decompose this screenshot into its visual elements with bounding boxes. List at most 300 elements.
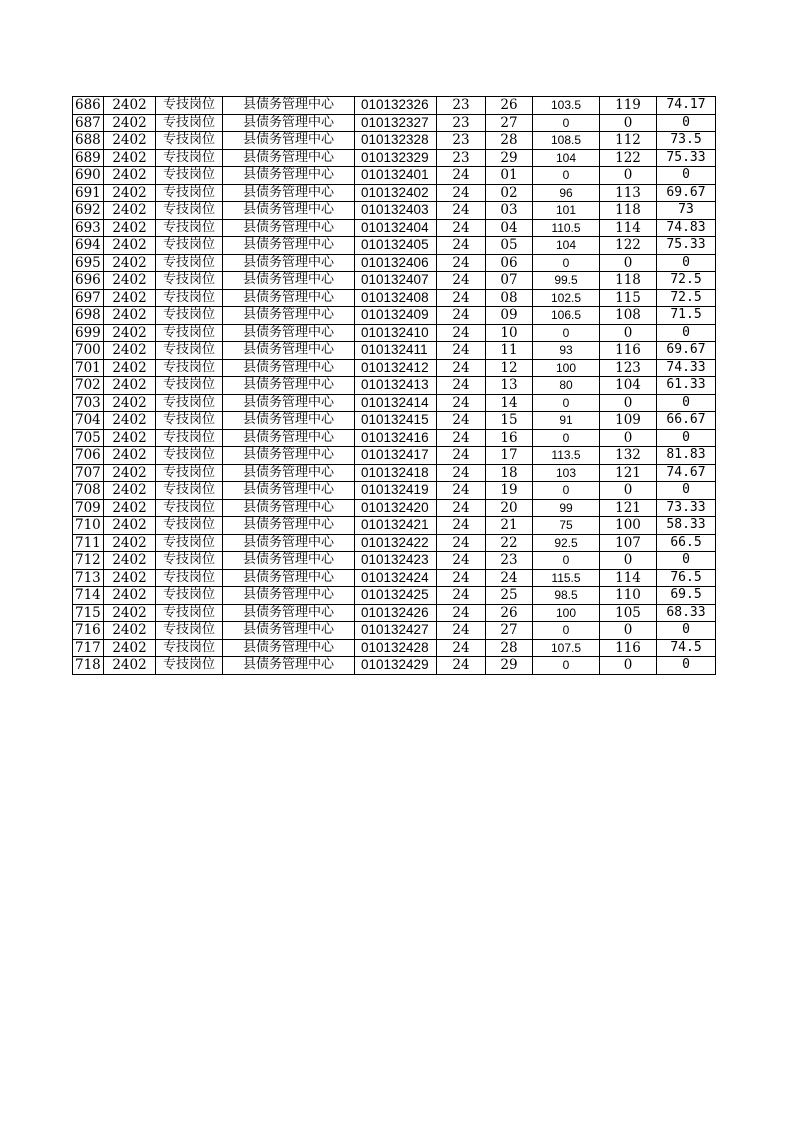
written-score-cell: 96	[533, 184, 600, 202]
exam-number-cell: 010132407	[355, 272, 437, 290]
unit-name-cell: 县债务管理中心	[223, 184, 355, 202]
table-row	[73, 237, 716, 255]
post-code-cell: 2402	[104, 114, 156, 132]
total-score-cell: 72.5	[657, 272, 716, 290]
table-row	[73, 167, 716, 185]
unit-name-cell: 县债务管理中心	[223, 622, 355, 640]
post-type-cell: 专技岗位	[156, 377, 223, 395]
score-cell: 112	[600, 132, 657, 150]
total-score-cell: 75.33	[657, 237, 716, 255]
written-score-cell: 0	[533, 167, 600, 185]
post-type-cell: 专技岗位	[156, 657, 223, 675]
total-score-cell: 0	[657, 167, 716, 185]
table-row	[73, 429, 716, 447]
written-score-cell: 100	[533, 604, 600, 622]
table-row	[73, 97, 716, 115]
seq-cell: 709	[73, 499, 104, 517]
written-score-cell: 0	[533, 429, 600, 447]
unit-name-cell: 县债务管理中心	[223, 482, 355, 500]
score-cell: 0	[600, 552, 657, 570]
post-code-cell: 2402	[104, 324, 156, 342]
seq-cell: 702	[73, 377, 104, 395]
seat-number-cell: 15	[486, 412, 533, 430]
table-row	[73, 622, 716, 640]
room-number-cell: 24	[437, 307, 486, 325]
unit-name-cell: 县债务管理中心	[223, 289, 355, 307]
exam-number-cell: 010132417	[355, 447, 437, 465]
score-cell: 115	[600, 289, 657, 307]
post-type-cell: 专技岗位	[156, 569, 223, 587]
table-row	[73, 132, 716, 150]
room-number-cell: 24	[437, 342, 486, 360]
seat-number-cell: 28	[486, 132, 533, 150]
seat-number-cell: 17	[486, 447, 533, 465]
table-body	[73, 97, 716, 675]
room-number-cell: 23	[437, 114, 486, 132]
post-code-cell: 2402	[104, 254, 156, 272]
table-row	[73, 149, 716, 167]
post-code-cell: 2402	[104, 202, 156, 220]
seat-number-cell: 26	[486, 604, 533, 622]
table-row	[73, 342, 716, 360]
room-number-cell: 24	[437, 324, 486, 342]
total-score-cell: 61.33	[657, 377, 716, 395]
unit-name-cell: 县债务管理中心	[223, 499, 355, 517]
unit-name-cell: 县债务管理中心	[223, 114, 355, 132]
room-number-cell: 24	[437, 167, 486, 185]
room-number-cell: 24	[437, 517, 486, 535]
total-score-cell: 73	[657, 202, 716, 220]
total-score-cell: 66.5	[657, 534, 716, 552]
table-row	[73, 394, 716, 412]
unit-name-cell: 县债务管理中心	[223, 569, 355, 587]
exam-number-cell: 010132413	[355, 377, 437, 395]
post-code-cell: 2402	[104, 307, 156, 325]
post-type-cell: 专技岗位	[156, 254, 223, 272]
seat-number-cell: 12	[486, 359, 533, 377]
table-row	[73, 184, 716, 202]
written-score-cell: 104	[533, 237, 600, 255]
exam-number-cell: 010132419	[355, 482, 437, 500]
post-code-cell: 2402	[104, 342, 156, 360]
table-row	[73, 517, 716, 535]
score-cell: 122	[600, 149, 657, 167]
unit-name-cell: 县债务管理中心	[223, 447, 355, 465]
post-type-cell: 专技岗位	[156, 184, 223, 202]
post-code-cell: 2402	[104, 237, 156, 255]
unit-name-cell: 县债务管理中心	[223, 552, 355, 570]
exam-number-cell: 010132327	[355, 114, 437, 132]
exam-number-cell: 010132422	[355, 534, 437, 552]
exam-number-cell: 010132421	[355, 517, 437, 535]
score-table	[72, 96, 716, 675]
score-cell: 119	[600, 97, 657, 115]
table-row	[73, 569, 716, 587]
unit-name-cell: 县债务管理中心	[223, 307, 355, 325]
total-score-cell: 0	[657, 254, 716, 272]
written-score-cell: 0	[533, 552, 600, 570]
post-type-cell: 专技岗位	[156, 604, 223, 622]
post-code-cell: 2402	[104, 534, 156, 552]
seq-cell: 712	[73, 552, 104, 570]
total-score-cell: 72.5	[657, 289, 716, 307]
room-number-cell: 23	[437, 149, 486, 167]
exam-number-cell: 010132408	[355, 289, 437, 307]
seat-number-cell: 09	[486, 307, 533, 325]
post-type-cell: 专技岗位	[156, 272, 223, 290]
seat-number-cell: 10	[486, 324, 533, 342]
seq-cell: 686	[73, 97, 104, 115]
total-score-cell: 0	[657, 114, 716, 132]
written-score-cell: 99.5	[533, 272, 600, 290]
post-code-cell: 2402	[104, 429, 156, 447]
total-score-cell: 0	[657, 552, 716, 570]
written-score-cell: 106.5	[533, 307, 600, 325]
table-row	[73, 289, 716, 307]
written-score-cell: 0	[533, 622, 600, 640]
post-type-cell: 专技岗位	[156, 622, 223, 640]
unit-name-cell: 县债务管理中心	[223, 587, 355, 605]
seat-number-cell: 27	[486, 114, 533, 132]
seq-cell: 696	[73, 272, 104, 290]
seq-cell: 705	[73, 429, 104, 447]
post-code-cell: 2402	[104, 132, 156, 150]
score-cell: 110	[600, 587, 657, 605]
seq-cell: 703	[73, 394, 104, 412]
seat-number-cell: 03	[486, 202, 533, 220]
post-type-cell: 专技岗位	[156, 552, 223, 570]
unit-name-cell: 县债务管理中心	[223, 464, 355, 482]
table-row	[73, 639, 716, 657]
total-score-cell: 0	[657, 429, 716, 447]
post-code-cell: 2402	[104, 377, 156, 395]
exam-number-cell: 010132425	[355, 587, 437, 605]
exam-number-cell: 010132326	[355, 97, 437, 115]
written-score-cell: 92.5	[533, 534, 600, 552]
written-score-cell: 0	[533, 394, 600, 412]
written-score-cell: 110.5	[533, 219, 600, 237]
exam-number-cell: 010132409	[355, 307, 437, 325]
table-row	[73, 359, 716, 377]
room-number-cell: 24	[437, 184, 486, 202]
written-score-cell: 101	[533, 202, 600, 220]
exam-number-cell: 010132414	[355, 394, 437, 412]
room-number-cell: 24	[437, 604, 486, 622]
seq-cell: 699	[73, 324, 104, 342]
written-score-cell: 91	[533, 412, 600, 430]
table-row	[73, 412, 716, 430]
exam-number-cell: 010132405	[355, 237, 437, 255]
exam-number-cell: 010132411	[355, 342, 437, 360]
unit-name-cell: 县债务管理中心	[223, 167, 355, 185]
room-number-cell: 24	[437, 237, 486, 255]
room-number-cell: 23	[437, 132, 486, 150]
written-score-cell: 0	[533, 254, 600, 272]
unit-name-cell: 县债务管理中心	[223, 132, 355, 150]
post-type-cell: 专技岗位	[156, 482, 223, 500]
total-score-cell: 81.83	[657, 447, 716, 465]
seq-cell: 701	[73, 359, 104, 377]
unit-name-cell: 县债务管理中心	[223, 534, 355, 552]
seq-cell: 714	[73, 587, 104, 605]
seq-cell: 711	[73, 534, 104, 552]
score-cell: 109	[600, 412, 657, 430]
post-type-cell: 专技岗位	[156, 394, 223, 412]
post-type-cell: 专技岗位	[156, 429, 223, 447]
room-number-cell: 24	[437, 377, 486, 395]
post-type-cell: 专技岗位	[156, 412, 223, 430]
written-score-cell: 113.5	[533, 447, 600, 465]
seat-number-cell: 07	[486, 272, 533, 290]
exam-number-cell: 010132402	[355, 184, 437, 202]
total-score-cell: 73.33	[657, 499, 716, 517]
exam-number-cell: 010132412	[355, 359, 437, 377]
unit-name-cell: 县债务管理中心	[223, 517, 355, 535]
room-number-cell: 24	[437, 254, 486, 272]
post-code-cell: 2402	[104, 272, 156, 290]
total-score-cell: 74.5	[657, 639, 716, 657]
score-cell: 0	[600, 324, 657, 342]
seq-cell: 698	[73, 307, 104, 325]
total-score-cell: 58.33	[657, 517, 716, 535]
score-cell: 108	[600, 307, 657, 325]
post-code-cell: 2402	[104, 552, 156, 570]
exam-number-cell: 010132426	[355, 604, 437, 622]
written-score-cell: 0	[533, 482, 600, 500]
post-code-cell: 2402	[104, 657, 156, 675]
unit-name-cell: 县债务管理中心	[223, 324, 355, 342]
total-score-cell: 68.33	[657, 604, 716, 622]
room-number-cell: 24	[437, 534, 486, 552]
room-number-cell: 24	[437, 622, 486, 640]
unit-name-cell: 县债务管理中心	[223, 342, 355, 360]
score-cell: 121	[600, 499, 657, 517]
exam-number-cell: 010132428	[355, 639, 437, 657]
score-cell: 132	[600, 447, 657, 465]
unit-name-cell: 县债务管理中心	[223, 657, 355, 675]
exam-number-cell: 010132423	[355, 552, 437, 570]
table-row	[73, 114, 716, 132]
post-type-cell: 专技岗位	[156, 517, 223, 535]
seq-cell: 692	[73, 202, 104, 220]
exam-number-cell: 010132406	[355, 254, 437, 272]
post-code-cell: 2402	[104, 219, 156, 237]
room-number-cell: 24	[437, 499, 486, 517]
unit-name-cell: 县债务管理中心	[223, 377, 355, 395]
seat-number-cell: 02	[486, 184, 533, 202]
post-code-cell: 2402	[104, 412, 156, 430]
seat-number-cell: 19	[486, 482, 533, 500]
seq-cell: 688	[73, 132, 104, 150]
total-score-cell: 71.5	[657, 307, 716, 325]
table-row	[73, 272, 716, 290]
post-type-cell: 专技岗位	[156, 324, 223, 342]
seq-cell: 717	[73, 639, 104, 657]
score-cell: 0	[600, 622, 657, 640]
post-type-cell: 专技岗位	[156, 359, 223, 377]
post-type-cell: 专技岗位	[156, 237, 223, 255]
total-score-cell: 74.17	[657, 97, 716, 115]
score-cell: 122	[600, 237, 657, 255]
score-cell: 104	[600, 377, 657, 395]
post-code-cell: 2402	[104, 464, 156, 482]
seq-cell: 708	[73, 482, 104, 500]
seat-number-cell: 05	[486, 237, 533, 255]
room-number-cell: 24	[437, 394, 486, 412]
total-score-cell: 69.5	[657, 587, 716, 605]
score-cell: 0	[600, 254, 657, 272]
post-code-cell: 2402	[104, 149, 156, 167]
written-score-cell: 0	[533, 657, 600, 675]
post-type-cell: 专技岗位	[156, 219, 223, 237]
score-cell: 0	[600, 429, 657, 447]
written-score-cell: 99	[533, 499, 600, 517]
exam-number-cell: 010132403	[355, 202, 437, 220]
score-cell: 114	[600, 219, 657, 237]
score-cell: 113	[600, 184, 657, 202]
seq-cell: 706	[73, 447, 104, 465]
seq-cell: 718	[73, 657, 104, 675]
seq-cell: 713	[73, 569, 104, 587]
table-row	[73, 499, 716, 517]
post-type-cell: 专技岗位	[156, 149, 223, 167]
total-score-cell: 73.5	[657, 132, 716, 150]
table-row	[73, 307, 716, 325]
seat-number-cell: 24	[486, 569, 533, 587]
total-score-cell: 0	[657, 482, 716, 500]
room-number-cell: 24	[437, 272, 486, 290]
post-type-cell: 专技岗位	[156, 307, 223, 325]
post-type-cell: 专技岗位	[156, 202, 223, 220]
seq-cell: 710	[73, 517, 104, 535]
room-number-cell: 24	[437, 412, 486, 430]
seat-number-cell: 13	[486, 377, 533, 395]
exam-number-cell: 010132404	[355, 219, 437, 237]
score-cell: 116	[600, 342, 657, 360]
score-cell: 118	[600, 272, 657, 290]
post-type-cell: 专技岗位	[156, 114, 223, 132]
exam-number-cell: 010132416	[355, 429, 437, 447]
unit-name-cell: 县债务管理中心	[223, 359, 355, 377]
score-cell: 123	[600, 359, 657, 377]
written-score-cell: 104	[533, 149, 600, 167]
score-cell: 0	[600, 394, 657, 412]
written-score-cell: 103	[533, 464, 600, 482]
unit-name-cell: 县债务管理中心	[223, 202, 355, 220]
total-score-cell: 74.67	[657, 464, 716, 482]
room-number-cell: 23	[437, 97, 486, 115]
seq-cell: 694	[73, 237, 104, 255]
seat-number-cell: 18	[486, 464, 533, 482]
seat-number-cell: 29	[486, 657, 533, 675]
post-type-cell: 专技岗位	[156, 587, 223, 605]
seq-cell: 689	[73, 149, 104, 167]
total-score-cell: 0	[657, 324, 716, 342]
post-code-cell: 2402	[104, 394, 156, 412]
exam-number-cell: 010132418	[355, 464, 437, 482]
table-row	[73, 534, 716, 552]
seq-cell: 687	[73, 114, 104, 132]
seq-cell: 704	[73, 412, 104, 430]
seat-number-cell: 29	[486, 149, 533, 167]
unit-name-cell: 县债务管理中心	[223, 604, 355, 622]
post-type-cell: 专技岗位	[156, 464, 223, 482]
written-score-cell: 0	[533, 324, 600, 342]
table-row	[73, 482, 716, 500]
total-score-cell: 66.67	[657, 412, 716, 430]
unit-name-cell: 县债务管理中心	[223, 219, 355, 237]
unit-name-cell: 县债务管理中心	[223, 272, 355, 290]
post-code-cell: 2402	[104, 587, 156, 605]
seat-number-cell: 14	[486, 394, 533, 412]
score-cell: 0	[600, 114, 657, 132]
room-number-cell: 24	[437, 587, 486, 605]
seq-cell: 715	[73, 604, 104, 622]
written-score-cell: 108.5	[533, 132, 600, 150]
post-code-cell: 2402	[104, 289, 156, 307]
exam-number-cell: 010132328	[355, 132, 437, 150]
written-score-cell: 93	[533, 342, 600, 360]
post-code-cell: 2402	[104, 359, 156, 377]
unit-name-cell: 县债务管理中心	[223, 429, 355, 447]
table-row	[73, 604, 716, 622]
seat-number-cell: 26	[486, 97, 533, 115]
written-score-cell: 102.5	[533, 289, 600, 307]
post-code-cell: 2402	[104, 447, 156, 465]
post-code-cell: 2402	[104, 499, 156, 517]
score-cell: 121	[600, 464, 657, 482]
table-row	[73, 254, 716, 272]
table-row	[73, 464, 716, 482]
post-code-cell: 2402	[104, 622, 156, 640]
seat-number-cell: 04	[486, 219, 533, 237]
score-cell: 107	[600, 534, 657, 552]
total-score-cell: 0	[657, 394, 716, 412]
table-row	[73, 219, 716, 237]
seat-number-cell: 06	[486, 254, 533, 272]
exam-number-cell: 010132410	[355, 324, 437, 342]
total-score-cell: 75.33	[657, 149, 716, 167]
room-number-cell: 24	[437, 569, 486, 587]
unit-name-cell: 县债务管理中心	[223, 149, 355, 167]
unit-name-cell: 县债务管理中心	[223, 237, 355, 255]
seq-cell: 695	[73, 254, 104, 272]
seq-cell: 707	[73, 464, 104, 482]
room-number-cell: 24	[437, 482, 486, 500]
post-code-cell: 2402	[104, 184, 156, 202]
total-score-cell: 0	[657, 622, 716, 640]
written-score-cell: 98.5	[533, 587, 600, 605]
table-row	[73, 377, 716, 395]
total-score-cell: 69.67	[657, 342, 716, 360]
table-row	[73, 657, 716, 675]
score-cell: 116	[600, 639, 657, 657]
seat-number-cell: 28	[486, 639, 533, 657]
exam-number-cell: 010132420	[355, 499, 437, 517]
post-type-cell: 专技岗位	[156, 534, 223, 552]
total-score-cell: 74.83	[657, 219, 716, 237]
unit-name-cell: 县债务管理中心	[223, 412, 355, 430]
post-type-cell: 专技岗位	[156, 639, 223, 657]
post-code-cell: 2402	[104, 569, 156, 587]
unit-name-cell: 县债务管理中心	[223, 254, 355, 272]
seat-number-cell: 25	[486, 587, 533, 605]
score-cell: 118	[600, 202, 657, 220]
seq-cell: 697	[73, 289, 104, 307]
seat-number-cell: 27	[486, 622, 533, 640]
room-number-cell: 24	[437, 289, 486, 307]
unit-name-cell: 县债务管理中心	[223, 97, 355, 115]
